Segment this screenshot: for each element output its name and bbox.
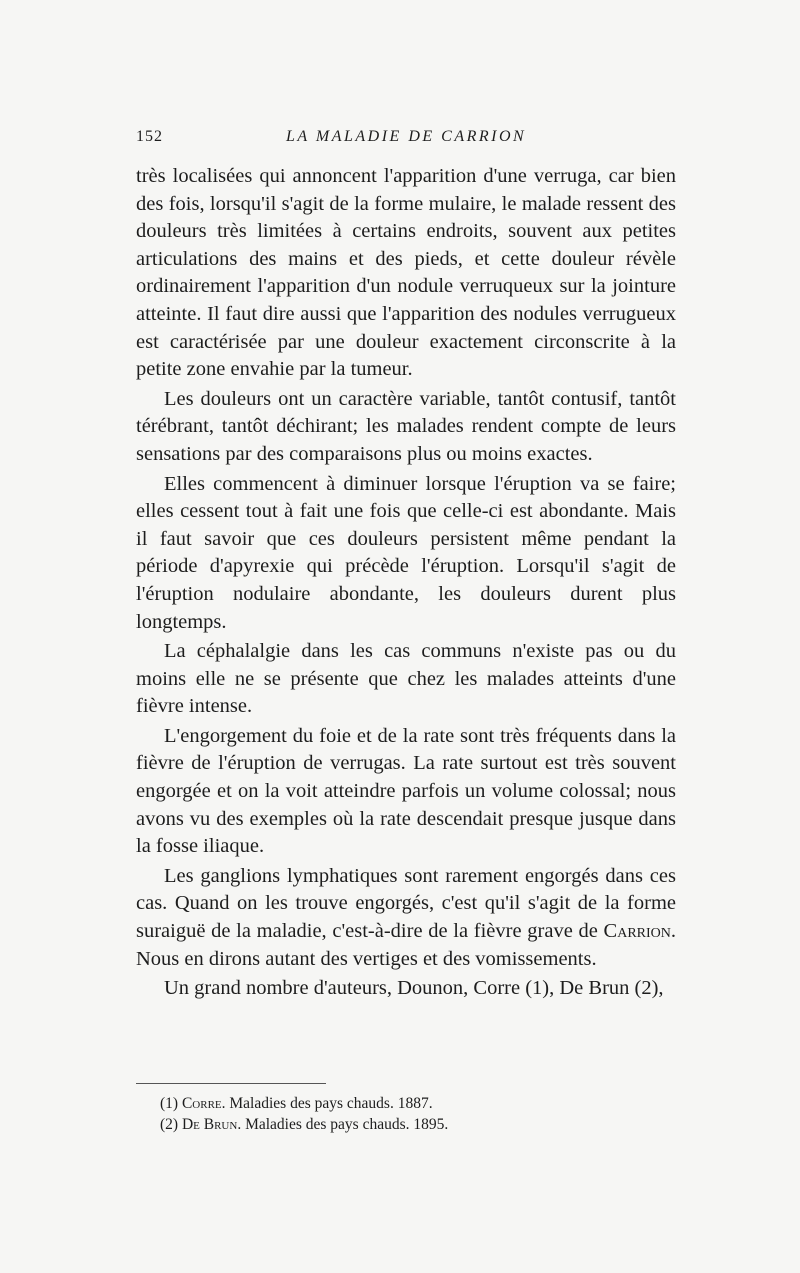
- footnote-marker: (2): [160, 1116, 179, 1133]
- paragraph: La céphalalgie dans les cas communs n'existe pas ou du moins elle ne se présente que chez les malades atteints d'une fièvre intense.: [136, 640, 676, 718]
- footnote-text: . Maladies des pays chauds. 1895.: [237, 1116, 449, 1133]
- page-number: 152: [136, 128, 163, 145]
- paragraph: Les douleurs ont un caractère variable, tantôt contusif, tantôt térébrant, tantôt déchirant; les malades rendent compte de leurs sensations par des comparaisons plus ou moins exactes.: [136, 387, 676, 465]
- paragraph-text: Les ganglions lymphatiques sont rarement engorgés dans ces cas. Quand on les trouve engorgés, c'est qu'il s'agit de la forme suraiguë de la maladie, c'est-à-dire de la fièvre grave de: [136, 864, 676, 943]
- paragraph: L'engorgement du foie et de la rate sont très fréquents dans la fièvre de l'éruption de verrugas. La rate surtout est très souvent engorgée et on la voit atteindre parfois un volume colossal; nous avons vu des exemples où la rate descendait presque jusque dans la fosse iliaque.: [136, 724, 676, 858]
- footnote-author: Corre: [181, 1095, 222, 1112]
- footnote-author: De Brun: [181, 1116, 238, 1133]
- page-header: [136, 128, 676, 152]
- footnote: [160, 1093, 680, 1114]
- body-text: [136, 163, 676, 1003]
- running-title: LA MALADIE DE CARRION: [286, 128, 527, 145]
- paragraph: [136, 863, 676, 973]
- author-name: Carrion: [603, 920, 671, 943]
- footnote-text: . Maladies des pays chauds. 1887.: [221, 1095, 433, 1112]
- footnote-rule: [136, 1083, 326, 1084]
- paragraph: Un grand nombre d'auteurs, Dounon, Corre (1), De Brun (2),: [164, 977, 664, 1000]
- footnote-marker: (1): [160, 1095, 179, 1112]
- footnotes: [160, 1093, 680, 1135]
- paragraph: très localisées qui annoncent l'apparition d'une verruga, car bien des fois, lorsqu'il s'agit de la forme mulaire, le malade ressent des douleurs très limitées à certains endroits, souvent aux petites articulations des mains et des pieds, et cette douleur révèle ordinairement l'apparition d'un nodule verruqueux sur la jointure atteinte. Il faut dire aussi que l'apparition des nodules verrugueux est caractérisée par une douleur exactement circonscrite à la petite zone envahie par la tumeur.: [136, 165, 676, 381]
- paragraph-text: . Nous en dirons autant des vertiges et des vomissements.: [136, 920, 677, 970]
- footnote: [160, 1114, 680, 1135]
- paragraph: Elles commencent à diminuer lorsque l'éruption va se faire; elles cessent tout à fait une fois que celle-ci est abondante. Mais il faut savoir que ces douleurs persistent même pendant la période d'apyrexie qui précède l'éruption. Lorsqu'il s'agit de l'éruption nodulaire abondante, les douleurs durent plus longtemps.: [136, 472, 676, 633]
